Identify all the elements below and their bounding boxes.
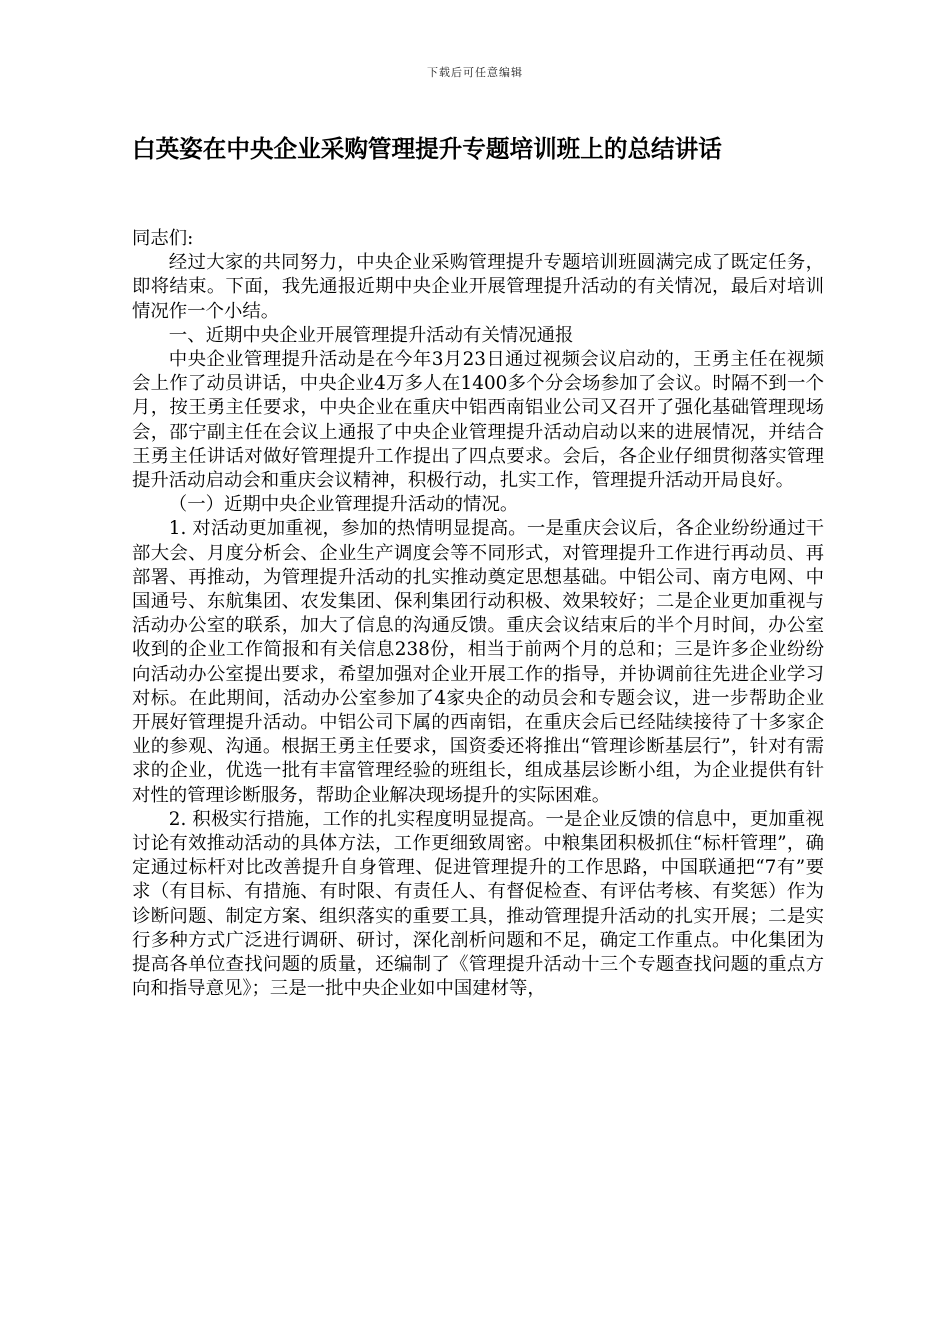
document-body [132,227,824,1002]
paragraph: 1. 对活动更加重视，参加的热情明显提高。一是重庆会议后，各企业纷纷通过干部大会、月度分析会、企业生产调度会等不同形式，对管理提升工作进行再动员、再部署、再推动，为管理提升活动的扎实推动奠定思想基础。中铝公司、南方电网、中国通号、东航集团、农发集团、保利集团行动积极、效果较好；二是企业更加重视与活动办公室的联系，加大了信息的沟通反馈。重庆会议结束后的半个月时间，办公室收到的企业工作简报和有关信息238份，相当于前两个月的总和；三是许多企业纷纷向活动办公室提出要求，希望加强对企业开展工作的指导，并协调前往先进企业学习对标。在此期间，活动办公室参加了4家央企的动员会和专题会议，进一步帮助企业开展好管理提升活动。中铝公司下属的西南铝，在重庆会后已经陆续接待了十多家企业的参观、沟通。根据王勇主任要求，国资委还将推出“管理诊断基层行”，针对有需求的企业，优选一批有丰富管理经验的班组长，组成基层诊断小组，为企业提供有针对性的管理诊断服务，帮助企业解决现场提升的实际困难。 [132,518,824,806]
paragraph: 中央企业管理提升活动是在今年3月23日通过视频会议启动的，王勇主任在视频会上作了动员讲话，中央企业4万多人在1400多个分会场参加了会议。时隔不到一个月，按王勇主任要求，中央企业在重庆中铝西南铝业公司又召开了强化基础管理现场会，邵宁副主任在会议上通报了中央企业管理提升活动启动以来的进展情况，并结合王勇主任讲话对做好管理提升工作提出了四点要求。会后，各企业仔细贯彻落实管理提升活动启动会和重庆会议精神，积极行动，扎实工作，管理提升活动开局良好。 [132,349,824,492]
paragraph: 2. 积极实行措施，工作的扎实程度明显提高。一是企业反馈的信息中，更加重视讨论有效推动活动的具体方法，工作更细致周密。中粮集团积极抓住“标杆管理”，确定通过标杆对比改善提升自身管理、促进管理提升的工作思路，中国联通把“7有”要求（有目标、有措施、有时限、有责任人、有督促检查、有评估考核、有奖惩）作为诊断问题、制定方案、组织落实的重要工具，推动管理提升活动的扎实开展；二是实行多种方式广泛进行调研、研讨，深化剖析问题和不足，确定工作重点。中化集团为提高各单位查找问题的质量，还编制了《管理提升活动十三个专题查找问题的重点方向和指导意见》；三是一批中央企业如中国建材等， [132,808,824,1000]
header-note: 下载后可任意编辑 [427,66,523,79]
subsection-heading: （一）近期中央企业管理提升活动的情况。 [168,494,519,516]
document-title: 白英姿在中央企业采购管理提升专题培训班上的总结讲话 [132,135,722,163]
salutation: 同志们: [132,228,194,249]
section-heading: 一、近期中央企业开展管理提升活动有关情况通报 [168,324,574,346]
paragraph: 经过大家的共同努力，中央企业采购管理提升专题培训班圆满完成了既定任务，即将结束。下面，我先通报近期中央企业开展管理提升活动的有关情况，最后对培训情况作一个小结。 [132,252,824,322]
